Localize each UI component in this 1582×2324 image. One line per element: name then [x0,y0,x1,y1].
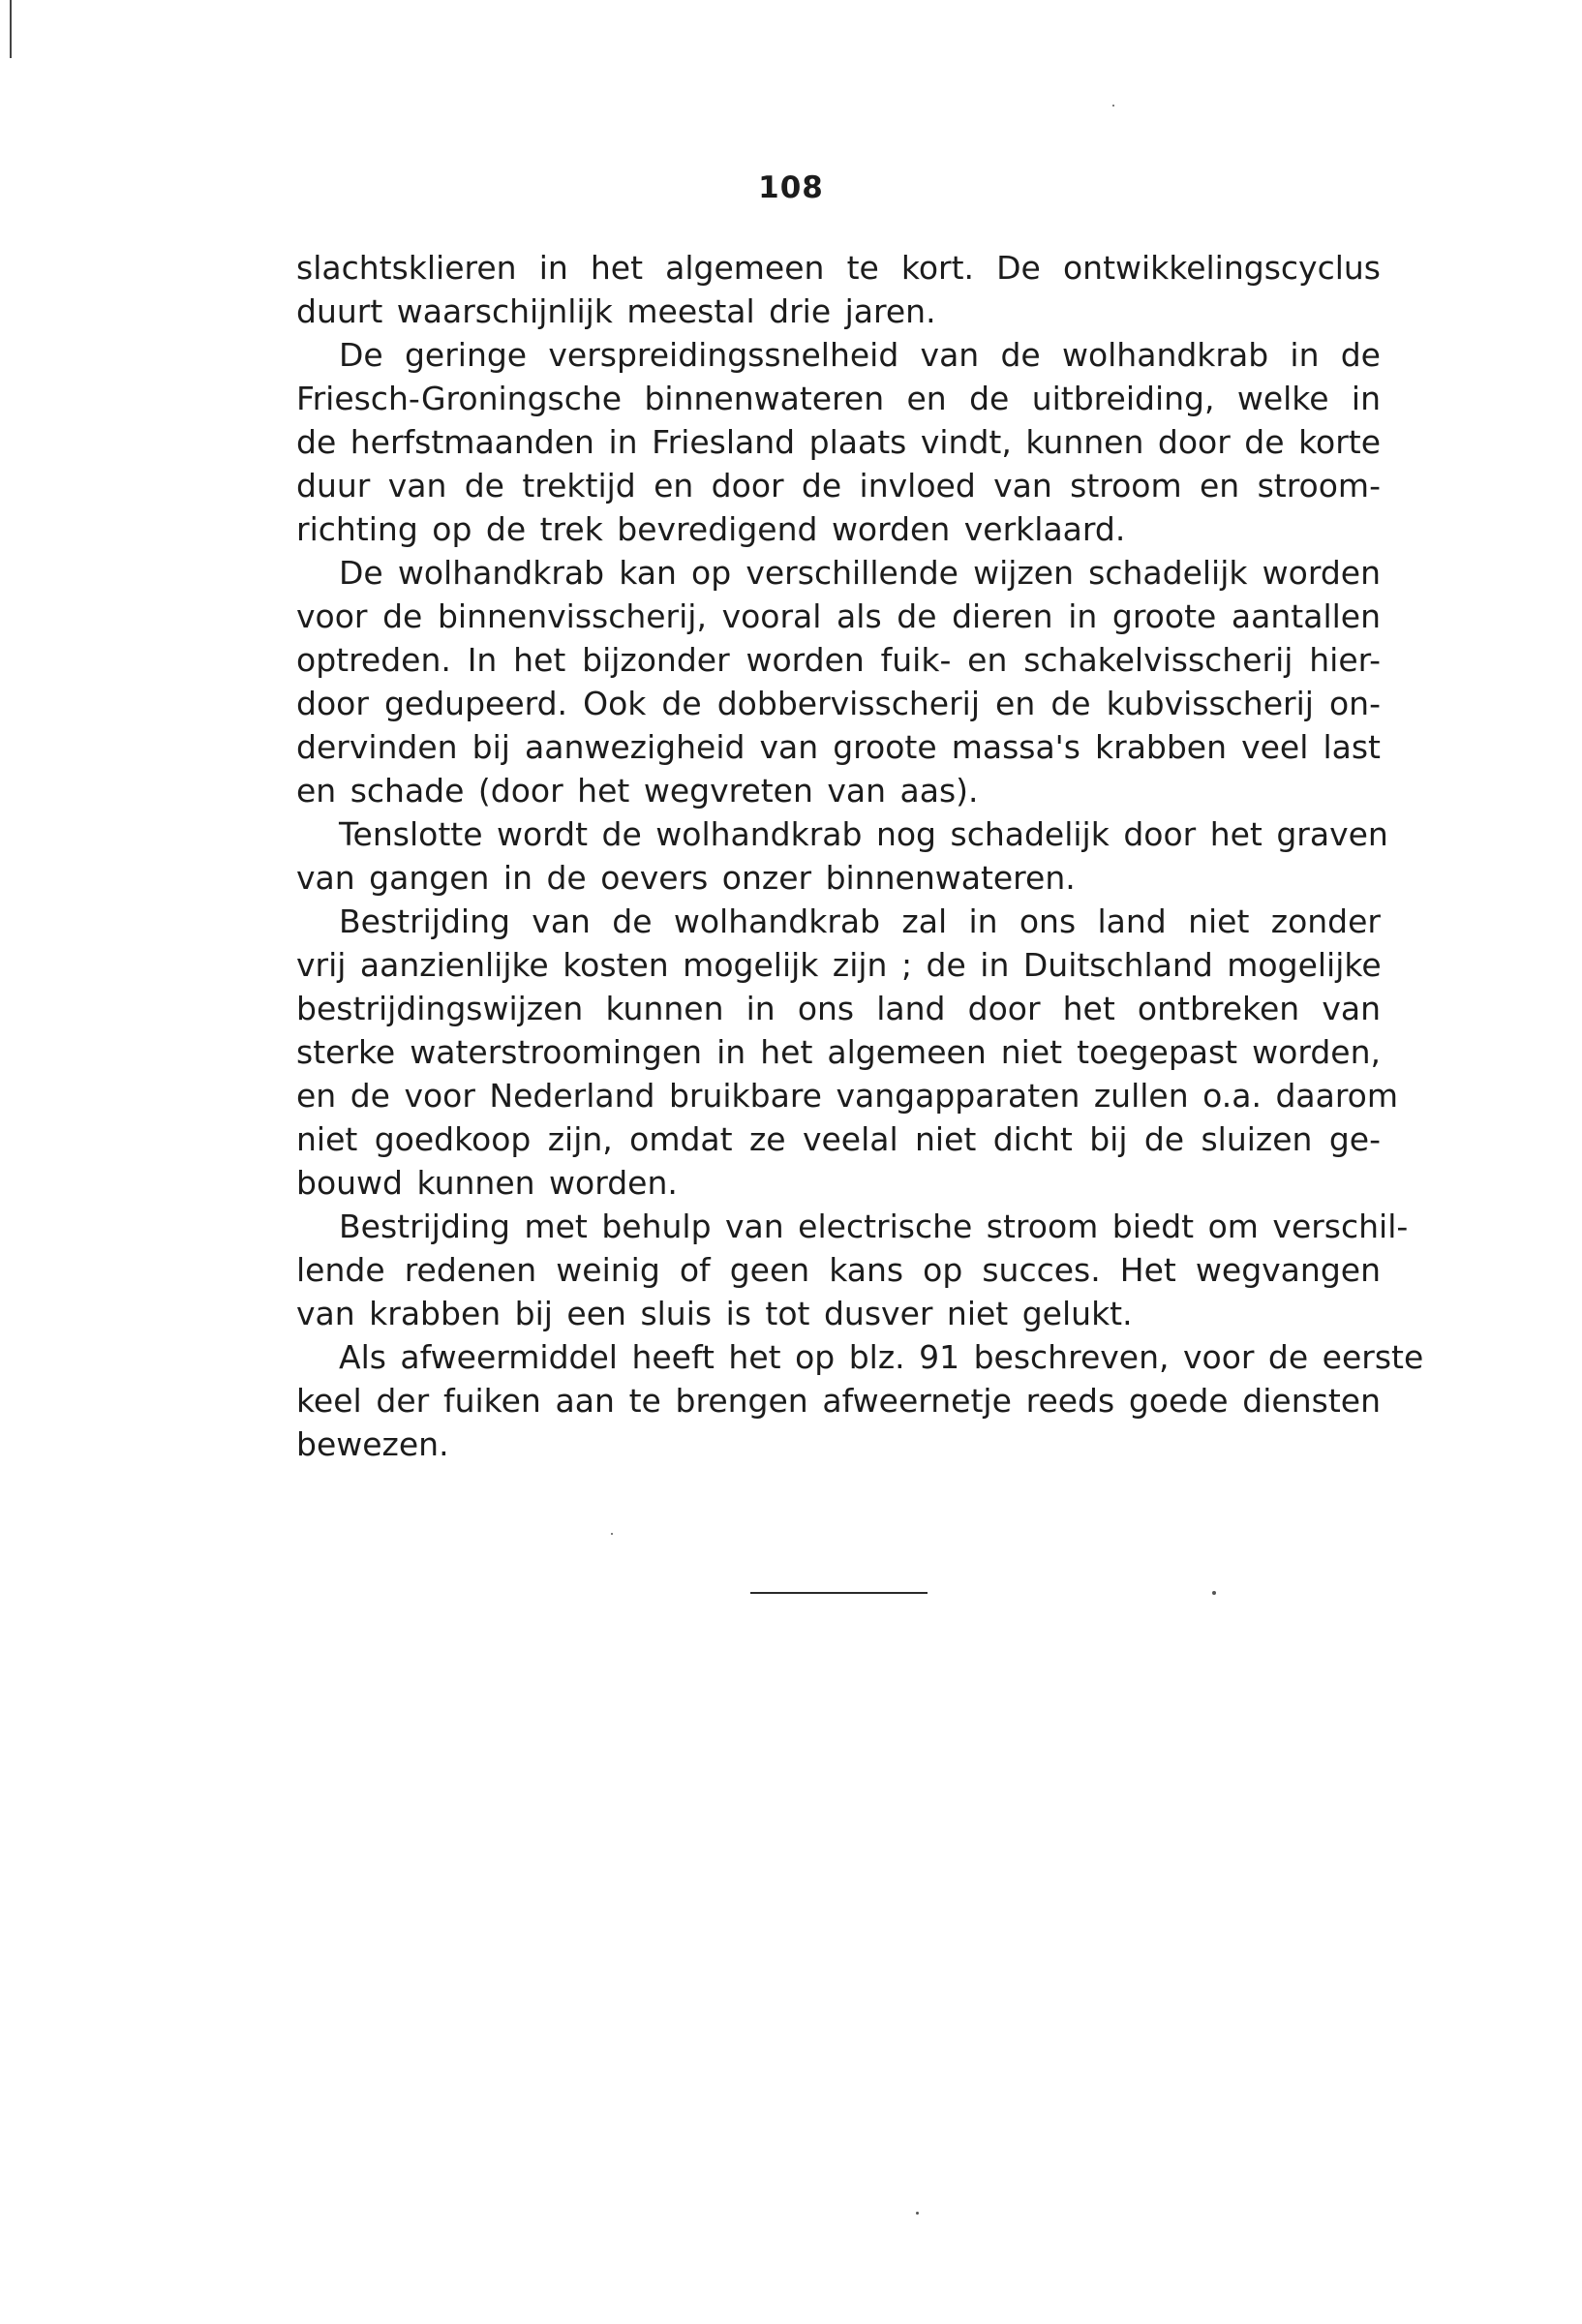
binding-edge-mark [10,0,12,58]
end-rule [750,1592,928,1594]
text-line: bewezen. [296,1425,449,1463]
text-line: Tenslotte wordt de wolhandkrab nog schadelijk door het graven [339,815,1388,853]
page-number: 108 [758,170,824,205]
text-line: lende redenen weinig of geen kans op succes. Het wegvangen [296,1251,1381,1289]
text-line: niet goedkoop zijn, omdat ze veelal niet dicht bij de sluizen ge- [296,1120,1381,1158]
text-line: Friesch-Groningsche binnenwateren en de uitbreiding, welke in [296,380,1381,417]
text-line: en de voor Nederland bruikbare vangapparaten zullen o.a. daarom [296,1077,1399,1115]
dust-speck [916,2212,919,2215]
text-line: sterke waterstroomingen in het algemeen niet toegepast worden, [296,1033,1381,1071]
text-line: van gangen in de oevers onzer binnenwateren. [296,859,1076,897]
text-line: Bestrijding met behulp van electrische stroom biedt om verschil- [339,1208,1409,1245]
body-text [296,246,1424,1466]
text-line: en schade (door het wegvreten van aas). [296,772,979,810]
text-line: Als afweermiddel heeft het op blz. 91 beschreven, voor de eerste [339,1338,1424,1376]
text-line: bestrijdingswijzen kunnen in ons land door het ontbreken van [296,990,1381,1027]
text-line: dervinden bij aanwezigheid van groote massa's krabben veel last [296,728,1381,766]
text-line: De geringe verspreidingssnelheid van de wolhandkrab in de [339,336,1381,374]
dust-speck [1112,105,1114,107]
text-line: duurt waarschijnlijk meestal drie jaren. [296,292,936,330]
text-line: duur van de trektijd en door de invloed van stroom en stroom- [296,467,1381,505]
text-line: van krabben bij een sluis is tot dusver niet gelukt. [296,1295,1133,1332]
dust-speck [611,1533,613,1535]
text-line: keel der fuiken aan te brengen afweernetje reeds goede diensten [296,1382,1381,1420]
text-line: Bestrijding van de wolhandkrab zal in ons land niet zonder [339,902,1381,940]
text-line: optreden. In het bijzonder worden fuik- en schakelvisscherij hier- [296,641,1381,679]
text-line: bouwd kunnen worden. [296,1164,678,1202]
text-line: richting op de trek bevredigend worden verklaard. [296,510,1126,548]
text-line: vrij aanzienlijke kosten mogelijk zijn ; de in Duitschland mogelijke [296,946,1382,984]
text-line: door gedupeerd. Ook de dobbervisscherij en de kubvisscherij on- [296,685,1381,722]
text-line: voor de binnenvisscherij, vooral als de dieren in groote aantallen [296,597,1381,635]
text-line: de herfstmaanden in Friesland plaats vindt, kunnen door de korte [296,423,1381,461]
text-line: slachtsklieren in het algemeen te kort. De ontwikkelingscyclus [296,249,1381,287]
text-line: De wolhandkrab kan op verschillende wijzen schadelijk worden [339,554,1381,592]
dust-speck [1212,1591,1216,1595]
